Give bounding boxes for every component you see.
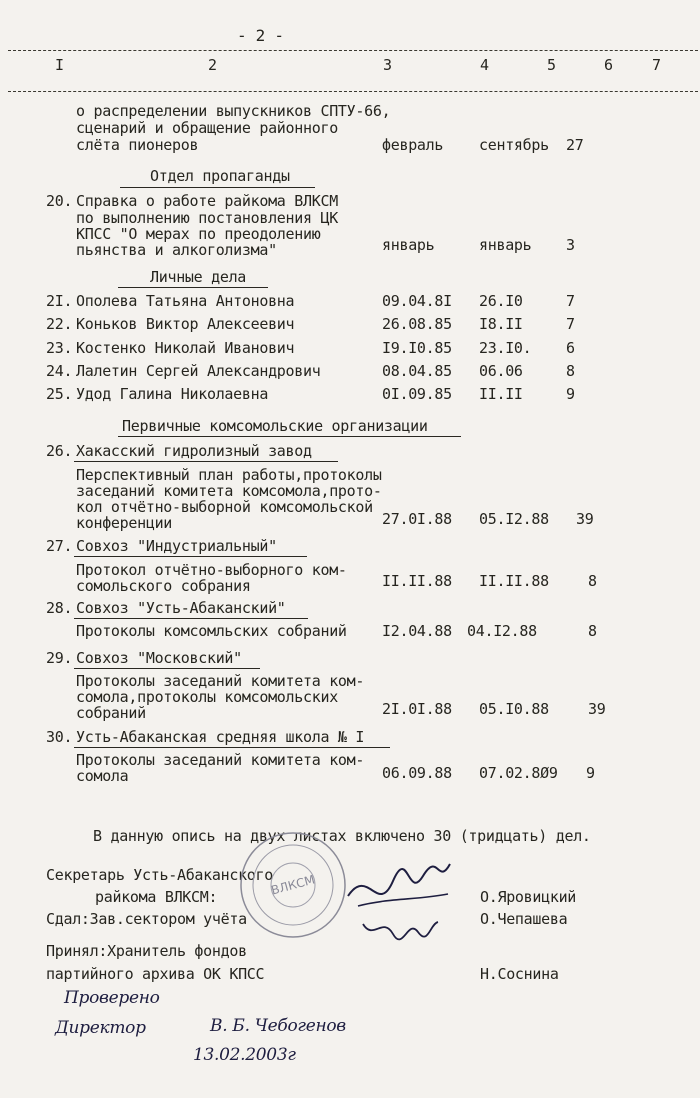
item-description: пьянства и алкоголизма" [76, 241, 277, 259]
item-count: 9 [566, 385, 575, 403]
item-description: Справка о работе райкома ВЛКСМ [76, 192, 338, 210]
item-end-date: II.II.88 [479, 572, 549, 590]
item-start-date: 08.04.85 [382, 362, 452, 380]
signature-name: О.Чепашева [480, 910, 568, 928]
item-description: сомола,протоколы комсомольских [76, 688, 338, 706]
header-rule-top [8, 50, 698, 51]
item-number: 22. [46, 315, 73, 333]
item-end-date: 07.02.8Ø9 [479, 764, 558, 782]
org-name: Хакасский гидролизный завод [76, 442, 312, 460]
org-name: Усть-Абаканская средняя школа № I [76, 728, 365, 746]
item-description: Протоколы комсомльских собраний [76, 622, 347, 640]
item-count: 9 [586, 764, 595, 782]
org-name: Совхоз "Индустриальный" [76, 537, 277, 555]
signature-role: Сдал:Зав.сектором учёта [46, 910, 247, 928]
org-underline [74, 747, 390, 748]
signature-role: Секретарь Усть-Абаканского [46, 866, 274, 884]
item-description: заседаний комитета комсомола,прото- [76, 482, 382, 500]
personal-name: Костенко Николай Иванович [76, 339, 295, 357]
item-number: 23. [46, 339, 73, 357]
item-end-date: 05.I0.88 [479, 700, 549, 718]
item-start-date: 06.09.88 [382, 764, 452, 782]
item-end-date: II.II [479, 385, 523, 403]
item-start-date: 27.0I.88 [382, 510, 452, 528]
item-description: сомольского собрания [76, 577, 251, 595]
item-description: Перспективный план работы,протоколы [76, 466, 382, 484]
summary-text: В данную опись на двух листах включено 30 (тридцать) дел. [93, 827, 591, 845]
personal-name: Удод Галина Николаевна [76, 385, 269, 403]
item-number: 24. [46, 362, 73, 380]
continuation-count: 27 [566, 136, 584, 154]
page-number: - 2 - [237, 26, 284, 45]
item-count: 3 [566, 236, 575, 254]
item-start-date: 2I.0I.88 [382, 700, 452, 718]
org-underline [74, 556, 307, 557]
item-number: 29. [46, 649, 73, 667]
org-underline [74, 618, 308, 619]
item-description: кол отчётно-выборной комсомольской [76, 498, 373, 516]
item-number: 30. [46, 728, 73, 746]
item-end-date: 23.I0. [479, 339, 532, 357]
item-number: 20. [46, 192, 73, 210]
item-end-date: 26.I0 [479, 292, 523, 310]
item-end-date: 06.06 [479, 362, 523, 380]
signature-name: О.Яровицкий [480, 888, 577, 906]
handwritten-director: Директор [55, 1018, 146, 1038]
handwritten-signature [338, 856, 458, 956]
item-end-date: 04.I2.88 [467, 622, 537, 640]
column-header-4: 4 [480, 56, 489, 74]
handwritten-date: 13.02.2003г [193, 1045, 296, 1065]
item-count: 8 [566, 362, 575, 380]
item-end-date: 05.I2.88 [479, 510, 549, 528]
column-header-1: I [55, 56, 64, 74]
item-start-date: II.II.88 [382, 572, 452, 590]
item-start-date: 26.08.85 [382, 315, 452, 333]
item-number: 27. [46, 537, 73, 555]
continuation-line: слёта пионеров [76, 136, 199, 154]
item-start-date: I9.I0.85 [382, 339, 452, 357]
item-count: 7 [566, 315, 575, 333]
item-count: 6 [566, 339, 575, 357]
item-end-date: январь [479, 236, 532, 254]
item-description: Протокол отчётно-выборного ком- [76, 561, 347, 579]
item-count: 7 [566, 292, 575, 310]
column-header-5: 5 [547, 56, 556, 74]
item-number: 26. [46, 442, 73, 460]
svg-text:ВЛКСМ: ВЛКСМ [269, 872, 317, 898]
item-count: 39 [588, 700, 606, 718]
column-header-2: 2 [208, 56, 217, 74]
handwritten-verified: Проверено [64, 988, 160, 1008]
org-underline [74, 668, 260, 669]
item-start-date: 09.04.8I [382, 292, 452, 310]
item-description: КПСС "О мерах по преодолению [76, 225, 321, 243]
section-heading-primary: Первичные комсомольские организации [122, 417, 428, 435]
personal-name: Лалетин Сергей Александрович [76, 362, 321, 380]
continuation-start: февраль [382, 136, 444, 154]
item-number: 25. [46, 385, 73, 403]
continuation-end: сентябрь [479, 136, 549, 154]
item-description: по выполнению постановления ЦК [76, 209, 338, 227]
column-header-6: 6 [604, 56, 613, 74]
section-heading-propaganda: Отдел пропаганды [150, 167, 290, 185]
signature-role: райкома ВЛКСМ: [95, 888, 218, 906]
org-name: Совхоз "Московский" [76, 649, 242, 667]
item-start-date: I2.04.88 [382, 622, 452, 640]
section-underline [118, 287, 268, 288]
section-heading-personal: Личные дела [150, 268, 247, 286]
item-description: сомола [76, 767, 129, 785]
item-description: собраний [76, 704, 146, 722]
item-count: 8 [588, 622, 597, 640]
item-start-date: 0I.09.85 [382, 385, 452, 403]
org-underline [74, 461, 338, 462]
personal-name: Ополева Татьяна Антоновна [76, 292, 295, 310]
item-count: 8 [588, 572, 597, 590]
item-description: Протоколы заседаний комитета ком- [76, 751, 365, 769]
org-name: Совхоз "Усть-Абаканский" [76, 599, 286, 617]
item-description: конференции [76, 514, 173, 532]
personal-name: Коньков Виктор Алексеевич [76, 315, 295, 333]
signature-role: партийного архива ОК КПСС [46, 965, 265, 983]
item-start-date: январь [382, 236, 435, 254]
continuation-line: о распределении выпускников СПТУ-66, [76, 102, 391, 120]
round-stamp [237, 829, 349, 941]
item-number: 28. [46, 599, 73, 617]
header-rule-bottom [8, 91, 698, 92]
column-header-7: 7 [652, 56, 661, 74]
signature-name: Н.Соснина [480, 965, 559, 983]
item-number: 2I. [46, 292, 73, 310]
signature-role: Принял:Хранитель фондов [46, 942, 247, 960]
continuation-line: сценарий и обращение районного [76, 119, 338, 137]
section-underline [120, 187, 315, 188]
item-count: 39 [576, 510, 594, 528]
column-header-3: 3 [383, 56, 392, 74]
item-description: Протоколы заседаний комитета ком- [76, 672, 365, 690]
section-underline [118, 436, 461, 437]
item-end-date: I8.II [479, 315, 523, 333]
handwritten-director-name: В. Б. Чебогенов [210, 1016, 346, 1036]
